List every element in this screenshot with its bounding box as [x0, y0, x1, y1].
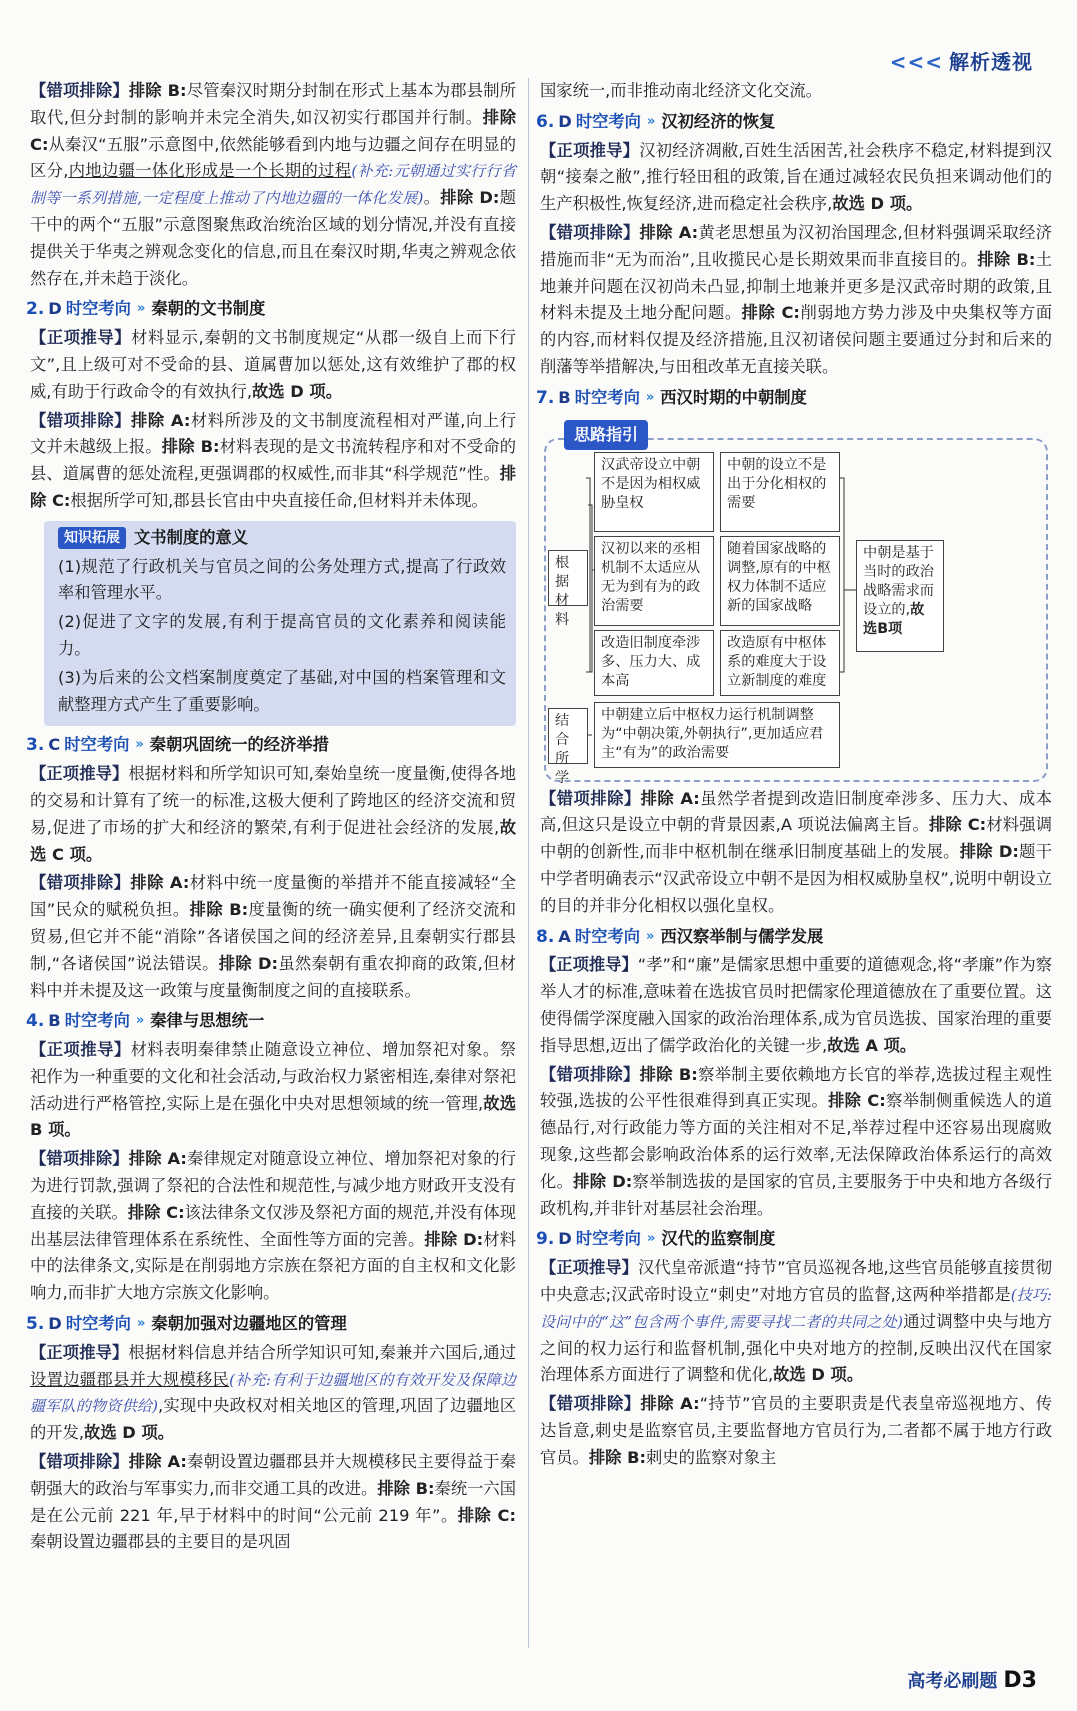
exclude-label: 排除 B: [588, 1447, 647, 1467]
question-number: 7. [536, 387, 555, 408]
result-answer: 故选B项 [863, 601, 925, 637]
exclude-label: 排除 A: [640, 1394, 700, 1414]
text: 察举制选拔的是国家的官员,主要服务于中央和地方各级行政机构,并非针对基层社会治理。 [540, 1171, 1052, 1218]
text: 虽然学者提到改造旧制度牵涉多、压力大、成本高,但这只是设立中朝的背景因素,A 项说法偏离主旨。 [540, 788, 1052, 835]
exclude-label: 排除 B: [639, 1064, 698, 1084]
text: 根据所学可知,郡县长官由中央直接任命,但材料并未体现。 [70, 490, 488, 510]
exclude-label: 排除 A: [128, 1452, 187, 1472]
exclude-label: 排除 D: [959, 842, 1019, 862]
double-chevron-icon: » [646, 113, 656, 129]
text: 根据材料和所学知识可知,秦始皇统一度量衡,使得各地的交易和计算有了统一的标准,这极大便利了跨地区的经济交流和贸易,促进了市场的扩大和经济的繁荣,有利于促进社会经济的发展, [30, 764, 516, 837]
text: ,实现中央政权对相关地区的管理,巩固了边疆地区的开发, [30, 1396, 516, 1443]
answer-letter: B [558, 387, 571, 407]
answer-text: 故选 A 项。 [827, 1035, 917, 1055]
tag-exclude: 【错项排除】 [30, 1149, 129, 1169]
column-divider [528, 78, 529, 1648]
text: 尽管秦汉时期分封制在形式上基本为郡县制所取代,但分封制的影响并未完全消失,如汉初实行郡国并行制。 [30, 81, 516, 127]
text: 秦律规定对随意设立神位、增加祭祀对象的行为进行罚款,强调了祭祀的合法性和规范性,与减少地方财政开支没有直接的关联。 [30, 1149, 516, 1222]
question-number: 3. [26, 735, 45, 756]
page-footer [907, 1667, 1037, 1693]
text: 题干中学者明确表示“汉武帝设立中朝不是因为相权威胁皇权”,说明中朝设立的目的并非分化相权以强化皇权。 [540, 842, 1052, 915]
question-heading [536, 1226, 1052, 1253]
diagram-label-material: 根据材料 [548, 550, 588, 606]
q4-correct [30, 1037, 516, 1144]
diagram-result-box [856, 540, 944, 652]
left-column [26, 78, 516, 1558]
double-chevron-icon: » [136, 301, 146, 317]
exclude-label: 排除 C: [127, 1202, 185, 1222]
exclude-label: 排除 C: [30, 107, 516, 154]
reasoning-diagram [540, 420, 1052, 786]
exclude-label: 排除 B: [128, 81, 187, 100]
text: 从秦汉“五服”示意图中,依然能够看到内地与边疆之间存在明显的区分, [30, 134, 516, 181]
exclude-label: 排除 A: [130, 873, 190, 893]
q5-continuation: 国家统一,而非推动南北经济文化交流。 [540, 81, 822, 100]
tag-exclude: 【错项排除】 [30, 410, 132, 430]
text: 材料中的法律条文,实际是在削弱地方宗族在祭祀方面的自主权和文化影响力,而非扩大地方宗族文化影响。 [30, 1229, 516, 1303]
question-heading [26, 1008, 516, 1035]
text: 秦朝设置边疆郡县的主要目的是巩固 [30, 1532, 291, 1552]
exclude-label: 排除 C: [741, 303, 800, 323]
answer-letter: B [48, 1011, 61, 1031]
tag-derive: 【正项推导】 [540, 1258, 638, 1278]
text: 汉初经济凋敝,百姓生活困苦,社会秩序不稳定,材料提到汉朝“接秦之敝”,推行轻田租的政策,旨在通过减轻农民负担来调动他们的生产积极性,恢复经济,进而稳定社会秩序, [540, 140, 1052, 214]
q1-wrong-options [30, 78, 516, 292]
section-title: 解析透视 [949, 50, 1033, 74]
tag-derive: 【正项推导】 [540, 955, 638, 975]
text: 材料中统一度量衡的举措并不能直接减轻“全国”民众的赋税负担。 [30, 873, 516, 920]
q5-wrong [30, 1449, 516, 1556]
q4-wrong [30, 1146, 516, 1307]
heading-topic: 秦律与思想统一 [150, 1011, 265, 1031]
tag-exclude: 【错项排除】 [540, 1394, 641, 1414]
heading-label: 时空考向 [64, 735, 130, 755]
tag-derive: 【正项推导】 [30, 1342, 129, 1362]
question-heading [536, 924, 1052, 951]
tag-exclude: 【错项排除】 [30, 1452, 129, 1472]
text: 材料显示,秦朝的文书制度规定“从郡一级自上而下行文”,且上级可对不受命的县、道属曹加以惩处,这有效维护了郡的权威,有助于行政命令的有效执行, [30, 328, 516, 401]
heading-topic: 秦朝的文书制度 [151, 299, 266, 319]
tag-derive: 【正项推导】 [30, 328, 132, 348]
diagram-box: 汉初以来的丞相机制不太适应从无为到有为的政治需要 [594, 536, 714, 626]
text: 通过调整中央与地方之间的权力运行和监督机制,强化中央对地方的控制,反映出汉代在国家治理体系方面进行了调整和优化, [540, 1311, 1052, 1385]
exclude-label: 排除 A: [639, 222, 699, 242]
text: 材料表明秦律禁止随意设立神位、增加祭祀对象。祭祀作为一种重要的文化和社会活动,与政治权力紧密相连,秦律对祭祀活动进行严格管控,实际上是在强化中央对思想领域的统一管理, [30, 1040, 516, 1113]
text: 汉代皇帝派遣“持节”官员巡视各地,这些官员能够直接贯彻中央意志;汉武帝时设立“刺史”对地方官员的监督,这两种举措都是 [540, 1258, 1052, 1304]
text: 根据材料信息并结合所学知识可知,秦兼并六国后,通过 [128, 1342, 516, 1362]
heading-topic: 汉代的监察制度 [661, 1229, 776, 1249]
answer-text: 故选 D 项。 [832, 194, 923, 214]
text: 秦朝设置边疆郡县并大规模移民主要得益于秦朝强大的政治与军事实力,而非交通工具的改进。 [30, 1452, 516, 1498]
answer-letter: D [48, 1314, 62, 1334]
double-chevron-icon: » [135, 1013, 145, 1029]
double-chevron-icon: » [646, 928, 655, 944]
exclude-label: 排除 A: [640, 788, 700, 808]
exclude-label: 排除 D: [573, 1171, 633, 1191]
q6-correct [540, 138, 1052, 218]
underlined-text: 设置边疆郡县并大规模移民 [30, 1369, 230, 1389]
tag-exclude: 【错项排除】 [540, 222, 640, 242]
answer-letter: D [558, 1229, 572, 1249]
text: 材料所涉及的文书制度流程相对严谨,向上行文并未越级上报。 [30, 410, 516, 457]
exclude-label: 排除 D: [218, 953, 278, 973]
heading-label: 时空考向 [574, 387, 640, 407]
double-chevron-icon: » [646, 1231, 656, 1247]
knowledge-item: (2)促进了文字的发展,有利于提高官员的文化素养和阅读能力。 [58, 612, 506, 658]
text: “持节”官员的主要职责是代表皇帝巡视地方、传达旨意,刺史是监察官员,主要监督地方官员行为,二者都不属于地方行政官员。 [540, 1394, 1052, 1467]
q7-wrong [540, 786, 1052, 920]
q5-correct [30, 1340, 516, 1447]
answer-letter: D [558, 111, 572, 131]
heading-label: 时空考向 [575, 1229, 641, 1249]
answer-text: 故选 D 项。 [252, 381, 342, 401]
q3-wrong [30, 870, 516, 1004]
text: 察举制侧重候选人的道德品行,对行政能力等方面的关注相对不足,举荐过程中还容易出现腐败现象,这些都会影响政治体系的运行效率,无法保障政治体系运行的高效化。 [540, 1091, 1052, 1191]
double-chevron-icon: » [135, 737, 144, 753]
exclude-label: 排除 C: [30, 464, 516, 510]
heading-label: 时空考向 [575, 111, 641, 131]
q8-correct [540, 952, 1052, 1059]
heading-topic: 西汉察举制与儒学发展 [660, 926, 824, 946]
answer-text: 故选 D 项。 [773, 1365, 864, 1385]
knowledge-badge: 知识拓展 [58, 527, 126, 549]
diagram-label-study: 结合所学 [548, 708, 588, 764]
exclude-label: 排除 B: [189, 900, 249, 920]
exclude-label: 排除 C: [457, 1505, 516, 1525]
text: 削弱地方势力涉及中央集权等方面的内容,而材料仅提及经济措施,且汉初诸侯问题主要通过分封和后来的削藩等举措解决,与田租改革无直接关联。 [540, 303, 1052, 376]
text: 土地兼并问题在汉初尚未凸显,抑制土地兼并更多是汉武帝时期的政策,且材料未提及土地分配问题。 [540, 249, 1052, 323]
text: 察举制主要依赖地方长官的举荐,选拔过程主观性较强,选拔的公平性很难得到真正实现。 [540, 1064, 1052, 1111]
supplement-note: (补充:元朝通过实行行省制等一系列措施,一定程度上推动了内地边疆的一体化发展) [30, 162, 516, 208]
heading-topic: 秦朝加强对边疆地区的管理 [151, 1314, 347, 1334]
diagram-box: 随着国家战略的调整,原有的中枢权力体制不适应新的国家战略 [720, 536, 840, 626]
heading-label: 时空考向 [65, 299, 131, 319]
tag-exclude: 【错项排除】 [30, 81, 129, 100]
knowledge-title: 文书制度的意义 [134, 527, 248, 547]
diagram-box: 改造原有中枢体系的难度大于设立新制度的难度 [720, 630, 840, 696]
exclude-label: 排除 C: [828, 1091, 886, 1111]
knowledge-item: (1)规范了行政机关与官员之间的公务处理方式,提高了行政效率和管理水平。 [58, 556, 506, 603]
q8-wrong [540, 1062, 1052, 1223]
knowledge-item: (3)为后来的公文档案制度奠定了基础,对中国的档案管理和文献整理方式产生了重要影响。 [58, 667, 506, 714]
question-heading [26, 296, 516, 323]
diagram-box: 中朝建立后中枢权力运行机制调整为“中朝决策,外朝执行”,更加适应君主“有为”的政治需要 [594, 702, 840, 768]
text: 该法律条文仅涉及祭祀方面的规范,并没有体现出基层法律管理体系在系统性、全面性等方面的完善。 [30, 1202, 516, 1249]
question-number: 4. [26, 1011, 45, 1032]
text: 。 [423, 188, 441, 208]
text: 题干中的两个“五服”示意图聚焦政治统治区域的划分情况,并没有直接提供关于华夷之辨观念变化的信息,而且在秦汉时期,华夷之辨观念依然存在,并未趋于淡化。 [30, 188, 516, 288]
heading-topic: 汉初经济的恢复 [661, 111, 776, 131]
text: 材料强调中朝的创新性,而非中枢机制在继承旧制度基础上的发展。 [540, 815, 1052, 862]
question-heading [26, 1311, 516, 1338]
triple-chevron-icon: <<< [889, 50, 943, 74]
exclude-label: 排除 A: [128, 1149, 187, 1169]
text: 刺史的监察对象主 [646, 1447, 777, 1467]
bracket-right [840, 478, 844, 672]
double-chevron-icon: » [645, 389, 655, 405]
section-header [890, 46, 1033, 75]
book-title: 高考必刷题 [907, 1671, 998, 1692]
heading-label: 时空考向 [64, 1011, 130, 1031]
tag-exclude: 【错项排除】 [540, 788, 641, 808]
exclude-label: 排除 D: [424, 1229, 484, 1249]
page-number: D3 [1003, 1668, 1037, 1693]
exclude-label: 排除 A: [131, 410, 191, 430]
diagram-box: 中朝的设立不是出于分化相权的需要 [720, 452, 840, 532]
exclude-label: 排除 D: [440, 188, 500, 208]
double-chevron-icon: » [136, 1316, 146, 1332]
answer-letter: C [48, 735, 61, 755]
heading-label: 时空考向 [65, 1314, 131, 1334]
diagram-box: 改造旧制度牵涉多、压力大、成本高 [594, 630, 714, 696]
tag-exclude: 【错项排除】 [30, 873, 131, 893]
question-heading [26, 732, 516, 759]
question-number: 8. [536, 926, 555, 947]
exclude-label: 排除 B: [377, 1478, 435, 1498]
answer-text: 故选 D 项。 [84, 1423, 175, 1443]
q3-correct [30, 761, 516, 868]
q9-wrong [540, 1391, 1052, 1471]
q2-wrong [30, 408, 516, 515]
answer-letter: A [558, 926, 571, 946]
underlined-text: 内地边疆一体化形成是一个长期的过程 [68, 161, 352, 181]
q6-wrong [540, 220, 1052, 381]
exclude-label: 排除 B: [161, 437, 220, 457]
answer-text: 故选 C 项。 [30, 817, 516, 864]
tag-derive: 【正项推导】 [30, 764, 129, 784]
question-heading [536, 109, 1052, 136]
result-text: 中朝是基于当时的政治战略需求而设立的, [863, 544, 934, 618]
heading-label: 时空考向 [574, 926, 641, 946]
answer-text: 故选 B 项。 [30, 1093, 516, 1140]
text: 黄老思想虽为汉初治国理念,但材料强调采取经济措施而非“无为而治”,且收揽民心是长期效果而非直接目的。 [540, 222, 1052, 269]
heading-topic: 秦朝巩固统一的经济举措 [149, 735, 329, 755]
diagram-box: 汉武帝设立中朝不是因为相权威胁皇权 [594, 452, 714, 532]
tag-exclude: 【错项排除】 [540, 1064, 640, 1084]
exclude-label: 排除 C: [928, 815, 987, 835]
text: 度量衡的统一确实便利了经济交流和贸易,但它并不能“消除”各诸侯国之间的经济差异,且秦朝实行郡县制,“各诸侯国”说法错误。 [30, 900, 516, 973]
knowledge-box [44, 521, 516, 727]
technique-note: (技巧:设问中的“这”包含两个事件,需要寻找二者的共同之处) [540, 1285, 1052, 1331]
tag-derive: 【正项推导】 [540, 140, 640, 160]
heading-topic: 西汉时期的中朝制度 [660, 387, 807, 407]
text: 秦统一六国是在公元前 221 年,早于材料中的时间“公元前 219 年”。 [30, 1478, 516, 1525]
question-number: 2. [26, 299, 45, 320]
question-number: 5. [26, 1314, 45, 1335]
question-number: 6. [536, 111, 555, 132]
supplement-note: (补充:有利于边疆地区的有效开发及保障边疆军队的物资供给) [30, 1370, 516, 1416]
q2-correct [30, 325, 516, 405]
tag-derive: 【正项推导】 [30, 1040, 131, 1060]
diagram-title: 思路指引 [564, 420, 648, 451]
exclude-label: 排除 B: [977, 249, 1036, 269]
text: 材料表现的是文书流转程序和对不受命的县、道属曹的惩处流程,更强调郡的权威性,而非其“科学规范”性。 [30, 437, 516, 484]
text: 虽然秦朝有重农抑商的政策,但材料中并未提及这一政策与度量衡制度之间的直接联系。 [30, 953, 516, 1000]
question-heading [536, 385, 1052, 412]
q9-correct [540, 1255, 1052, 1389]
question-number: 9. [536, 1229, 555, 1250]
answer-letter: D [48, 299, 62, 319]
text: “孝”和“廉”是儒家思想中重要的道德观念,将“孝廉”作为察举人才的标准,意味着在选拔官员时把儒家伦理道德放在了重要位置。这使得儒学深度融入国家的政治治理体系,成为官员选拔、国家治理的重要指导思想,迈出了儒学政治化的关键一步, [540, 955, 1052, 1055]
right-column [536, 78, 1052, 1473]
